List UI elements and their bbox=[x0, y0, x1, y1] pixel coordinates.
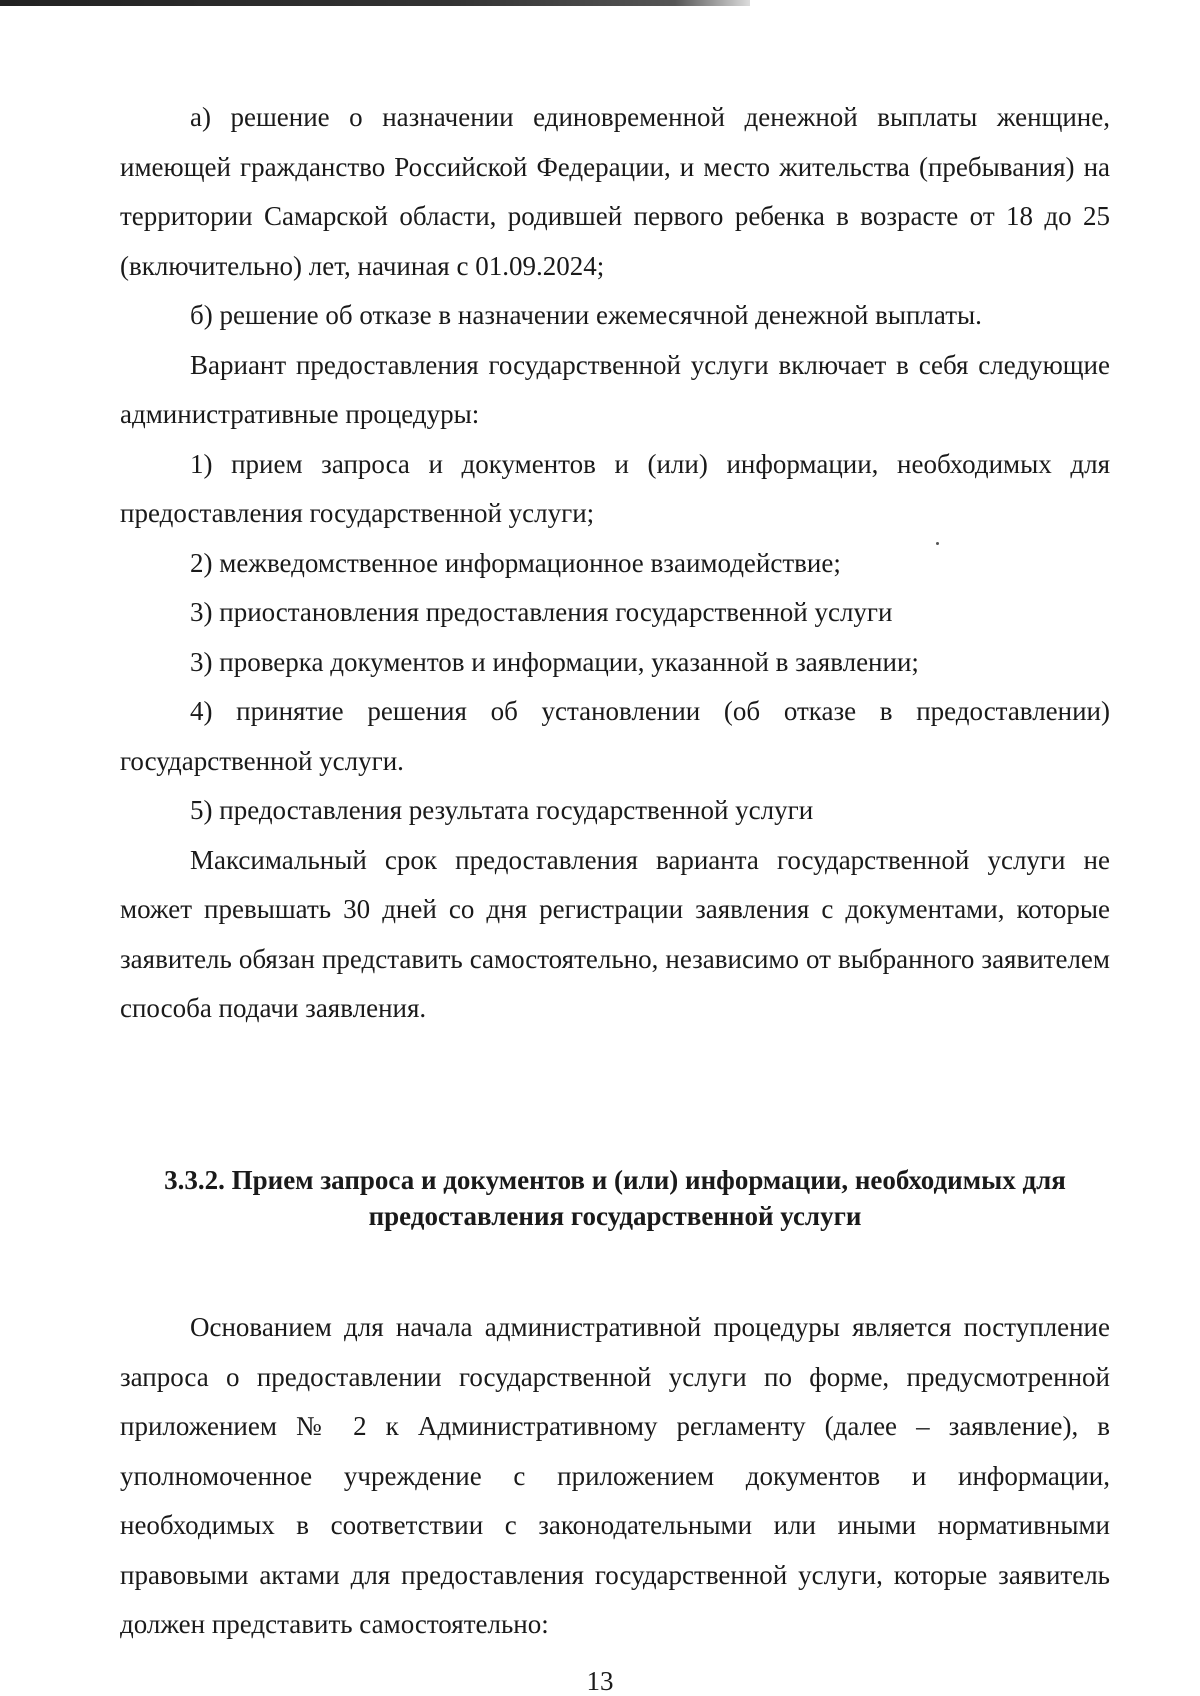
paragraph-decision-refusal: б) решение об отказе в назначении ежемесячной денежной выплаты. bbox=[190, 300, 982, 330]
paragraph-decision-payment: а) решение о назначении единовременной денежной выплаты женщине, имеющей гражданство Российской Федерации, и место жительства (пребывания) на территории Самарской области, родившей первого ребенка в возрасте от 18 до 25 (включительно) лет, начиная с 01.09.2024; bbox=[120, 102, 1110, 281]
list-item-procedure-3b: 3) проверка документов и информации, указанной в заявлении; bbox=[190, 646, 919, 677]
list-item-procedure-2: 2) межведомственное информационное взаимодействие; bbox=[190, 547, 841, 578]
list-item-procedure-5: 5) предоставления результата государственной услуги bbox=[190, 795, 814, 825]
body-text-bottom bbox=[120, 1303, 1110, 1650]
section-heading-line-2: предоставления государственной услуги bbox=[368, 1201, 862, 1231]
list-item-procedure-3a: 3) приостановления предоставления государственной услуги bbox=[190, 597, 893, 627]
paragraph-max-term: Максимальный срок предоставления варианта государственной услуги не может превышать 30 дней со дня регистрации заявления с документами, которые заявитель обязан представить самостоятельно, независимо от выбранного заявителем способа подачи заявления. bbox=[120, 844, 1110, 1023]
body-text-top bbox=[120, 93, 1110, 1034]
page-number: 13 bbox=[586, 1666, 614, 1696]
list-item-procedure-1: 1) прием запроса и документов и (или) информации, необходимых для предоставления государственной услуги; bbox=[120, 448, 1110, 528]
section-heading-line-1: 3.3.2. Прием запроса и документов и (или) информации, необходимых для bbox=[164, 1165, 1066, 1195]
paragraph-variant-procedures: Вариант предоставления государственной услуги включает в себя следующие административные процедуры: bbox=[120, 349, 1110, 429]
scan-edge-bar bbox=[0, 0, 750, 6]
section-heading bbox=[120, 1162, 1110, 1234]
list-item-procedure-4: 4) принятие решения об установлении (об отказе в предоставлении) государственной услуги. bbox=[120, 696, 1110, 776]
paragraph-basis-procedure: Основанием для начала административной процедуры является поступление запроса о предоставлении государственной услуги по форме, предусмотренной приложением № 2 к Административному регламенту (далее – заявление), в уполномоченное учреждение с приложением документов и информации, необходимых в соответствии с законодательными или иными нормативными правовыми актами для предоставления государственной услуги, которые заявитель должен представить самостоятельно: bbox=[120, 1312, 1110, 1639]
